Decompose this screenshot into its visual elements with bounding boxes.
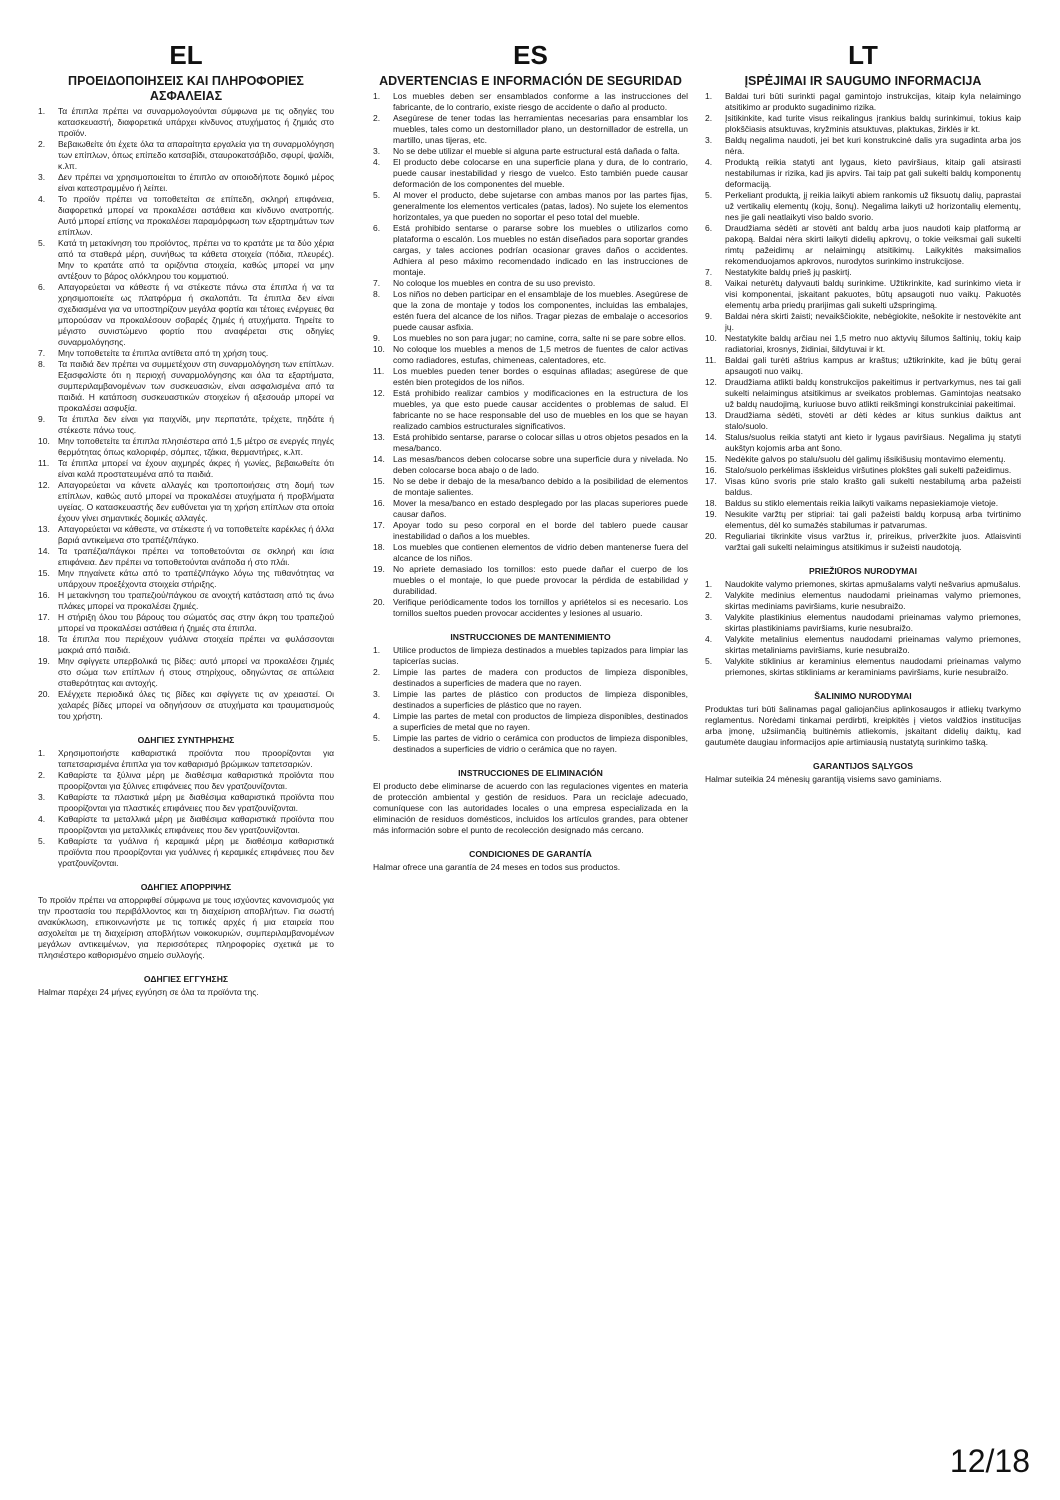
disposal-text: El producto debe eliminarse de acuerdo con las regulaciones vigentes en materia de protección ambiental y gestión de residuos. Para un reciclaje adecuado, comuníquese con las autoridades locales o una empresa especializada en la eliminación de residuos domésticos, incluidos los artículos grandes, para obtener más información sobre el punto de recolección designado más cercano. [373,781,688,835]
item-text: Τα τραπέζια/πάγκοι πρέπει να τοποθετούνται σε σκληρή και ίσια επιφάνεια. Δεν πρέπει να τοποθετούνται ανάποδα ή στο πλάι. [58,546,334,567]
item-number: 9. [38,414,46,424]
safety-title: ĮSPĖJIMAI IR SAUGUMO INFORMACIJA [744,74,982,88]
item-number: 1. [705,91,713,101]
language-code: ES [513,40,548,70]
item-text: Baldai nėra skirti žaisti; nevaikščiokite, nebėgiokite, nešokite ir nestovėkite ant jų. [725,311,1021,332]
language-code: LT [848,40,878,70]
item-text: Al mover el producto, debe sujetarse con ambas manos por las partes fijas, generalmente los elementos verticales (patas, lados). No sujete los elementos horizontales, ya que pueden no soportar el peso total del mueble. [393,190,688,222]
list-item [38,656,334,689]
list-item [38,458,334,480]
list-item [373,454,688,476]
item-text: Καθαρίστε τα μεταλλικά μέρη με διαθέσιμα καθαριστικά προϊόντα που προορίζονται για μεταλλικές επιφάνειες που δεν γρατζουνίζονται. [58,814,334,835]
item-number: 10. [38,436,50,446]
maintenance-title: INSTRUCCIONES DE MANTENIMIENTO [450,632,611,642]
list-item [38,814,334,836]
item-text: Utilice productos de limpieza destinados a muebles tapizados para limpiar las tapicerías sucias. [393,645,688,666]
item-number: 1. [38,748,46,758]
item-text: Καθαρίστε τα ξύλινα μέρη με διαθέσιμα καθαριστικά προϊόντα που προορίζονται για ξύλινες επιφάνειες που δεν γρατζουνίζονται. [58,770,334,791]
list-item [38,689,334,722]
item-number: 3. [38,792,46,802]
item-number: 3. [373,689,381,699]
item-number: 5. [705,190,713,200]
item-text: Produktą reikia statyti ant lygaus, kieto paviršiaus, kitaip gali atsirasti nestabilumas ir rizika, kad jis apvirs. Tai taip pat gali sukelti baldų komponentų deformaciją. [725,157,1021,189]
item-number: 1. [705,579,713,589]
item-number: 14. [373,454,385,464]
list-item [38,194,334,238]
item-number: 4. [373,157,381,167]
list-item [705,454,1021,465]
list-item [373,278,688,289]
item-number: 6. [38,282,46,292]
item-number: 3. [373,146,381,156]
list-item [705,113,1021,135]
maintenance-title: PRIEŽIŪROS NURODYMAI [809,566,917,576]
disposal-text: Το προϊόν πρέπει να απορριφθεί σύμφωνα με τους ισχύοντες κανονισμούς για την προστασία του περιβάλλοντος και τη διαχείριση αποβλήτων. Για σωστή ανακύκλωση, επικοινωνήστε με τις τοπικές αρχές ή μια εταιρεία που ασχολείται με τη διαχείριση αποβλήτων νοικοκυριών, συμπεριλαμβανομένων μεγάλων αντικειμένων, για περισσότερες πληροφορίες σχετικά με το πλησιέστερο καθορισμένο σημείο συλλογής. [38,895,334,960]
item-number: 2. [705,113,713,123]
item-number: 19. [705,509,717,519]
item-text: Nestatykite baldų prieš jų paskirtį. [725,267,852,277]
item-number: 7. [38,348,46,358]
item-text: Los muebles pueden tener bordes o esquinas afiladas; asegúrese de que estén bien protegidos de los niños. [393,366,688,387]
item-text: Valykite metalinius elementus naudodami prieinamas valymo priemones, skirtas metaliniams paviršiams, kurie nesubraižo. [725,634,1021,655]
list-item [373,476,688,498]
item-number: 8. [705,278,713,288]
item-text: El producto debe colocarse en una superficie plana y dura, de lo contrario, puede causar inestabilidad y riesgo de vuelco. Esto también puede causar deformación de los componentes del mueble. [393,157,688,189]
item-number: 17. [705,476,717,486]
list-item [705,509,1021,531]
list-item [705,333,1021,355]
list-item [705,377,1021,410]
list-item [373,223,688,278]
item-text: Η μετακίνηση του τραπεζιού/πάγκου σε ανοιχτή κατάσταση από τις άνω πλάκες μπορεί να προκαλέσει ζημιές. [58,590,334,611]
list-item [373,667,688,689]
item-number: 19. [38,656,50,666]
item-number: 9. [705,311,713,321]
warranty-title: ΟΔΗΓΙΕΣ ΕΓΓΥΗΣΗΣ [143,974,229,984]
list-item [38,436,334,458]
list-item [373,344,688,366]
column-lt [705,40,1021,785]
item-number: 4. [705,157,713,167]
list-item [373,711,688,733]
item-number: 11. [38,458,50,468]
disposal-title: ŠALINIMO NURODYMAI [814,691,912,701]
item-text: Nesukite varžtų per stipriai: tai gali pažeisti baldų korpusą arba tvirtinimo elementus, dėl ko sumažės stabilumas ir patvarumas. [725,509,1021,530]
item-number: 14. [705,432,717,442]
item-text: Limpie las partes de vidrio o cerámica con productos de limpieza disponibles, destinados a superficies de vidrio o cerámica que no rayen. [393,733,688,754]
list-item [705,656,1021,678]
item-text: Draudžiama atlikti baldų konstrukcijos pakeitimus ir pertvarkymus, nes tai gali sukelti nelaimingus atsitikimus ar sveikatos problemas. Gamintojas neatsako už baldų naudojimą, kuriuose buvo atlikti reikšmingi konstrukciniai pakeitimai. [725,377,1021,409]
column-el [38,40,334,998]
list-item [373,190,688,223]
item-number: 20. [705,531,717,541]
item-number: 16. [705,465,717,475]
list-item [38,238,334,282]
item-text: Τα έπιπλα που περιέχουν γυάλινα στοιχεία πρέπει να φυλάσσονται μακριά από παιδιά. [58,634,334,655]
item-number: 3. [38,172,46,182]
item-text: Los muebles no son para jugar; no camine, corra, salte ni se pare sobre ellos. [393,333,686,343]
list-item [38,770,334,792]
warranty-text: Halmar ofrece una garantía de 24 meses en todos sus productos. [373,862,621,872]
item-text: Απαγορεύεται να κάθεστε ή να στέκεστε πάνω στα έπιπλα ή να τα χρησιμοποιείτε ως πλατφόρμα ή σκαλοπάτι. Τα έπιπλα δεν είναι σχεδιασμένα για να υποστηρίζουν μεγάλα φορτία και τέτοιες ενέργειες θα μπορούσαν να προκαλέσουν σοβαρές ζημιές ή ατυχήματα. Τηρείτε το μέγιστο συνιστώμενο φορτίο που αναφέρεται στις οδηγίες συναρμολόγησης. [58,282,334,347]
list-item [373,157,688,190]
list-item [38,568,334,590]
item-number: 13. [373,432,385,442]
item-text: Limpie las partes de plástico con productos de limpieza disponibles, destinados a superficies de plástico que no rayen. [393,689,688,710]
list-item [373,542,688,564]
column-es [373,40,688,873]
item-text: Verifique periódicamente todos los tornillos y apriételos si es necesario. Los tornillos sueltos pueden provocar accidentes y lesiones al usuario. [393,597,688,618]
item-text: Κατά τη μετακίνηση του προϊόντος, πρέπει να το κρατάτε με τα δύο χέρια από τα σταθερά μέρη, συνήθως τα κάθετα στοιχεία (πόδια, πλευρές). Μην το κρατάτε από τα οριζόντια στοιχεία, καθώς μπορεί να μην αντέξουν το βάρος ολόκληρου του κομματιού. [58,238,334,281]
item-number: 16. [38,590,50,600]
item-number: 14. [38,546,50,556]
item-text: Χρησιμοποιήστε καθαριστικά προϊόντα που προορίζονται για ταπετσαρισμένα έπιπλα για τον καθαρισμό βρώμικων ταπετσαριών. [58,748,334,769]
item-number: 10. [705,333,717,343]
item-number: 19. [373,564,385,574]
item-text: Reguliariai tikrinkite visus varžtus ir, prireikus, priveržkite juos. Atlaisvinti varžtai gali sukelti nelaimingus atsitikimus ir sužeisti naudotoją. [725,531,1021,552]
item-text: Baldai gali turėti aštrius kampus ar kraštus; užtikrinkite, kad jie būtų gerai apsaugoti nuo vaikų. [725,355,1021,376]
list-item [373,733,688,755]
item-text: Asegúrese de tener todas las herramientas necesarias para ensamblar los muebles, tales como un destornillador plano, un destornillador de estrella, un martillo, unas tijeras, etc. [393,113,688,145]
maintenance-list [373,645,688,755]
safety-title: ADVERTENCIAS E INFORMACIÓN DE SEGURIDAD [379,74,682,88]
list-item [705,223,1021,267]
item-number: 2. [38,770,46,780]
item-text: Baldai turi būti surinkti pagal gamintojo instrukcijas, kitaip kyla nelaimingo atsitikimo ar produkto sugadinimo rizika. [725,91,1021,112]
item-number: 5. [705,656,713,666]
list-item [38,359,334,414]
list-item [373,597,688,619]
list-item [705,190,1021,223]
item-number: 5. [373,190,381,200]
list-item [705,498,1021,509]
list-item [373,689,688,711]
item-number: 3. [705,612,713,622]
item-text: Μην τοποθετείτε τα έπιπλα πλησιέστερα από 1,5 μέτρο σε ενεργές πηγές θερμότητας όπως καλοριφέρ, σόμπες, τζάκια, θερμαντήρες, κ.λπ. [58,436,334,457]
disposal-text: Produktas turi būti šalinamas pagal galiojančius aplinkosaugos ir atliekų tvarkymo reglamentus. Norėdami tinkamai perdirbti, kreipkitės į vietos valdžios institucijas arba įmonę, užsiimančią buitinėmis atliekomis, įskaitant didelių daiktų, kad gautumėte daugiau informacijos apie artimiausią nustatytą surinkimo tašką. [705,704,1021,747]
item-text: Μην σφίγγετε υπερβολικά τις βίδες: αυτό μπορεί να προκαλέσει ζημιές στο σώμα των επίπλων ή στους στηρίχους, οδηγώντας σε απώλεια σταθερότητας και αντοχής. [58,656,334,688]
list-item [38,480,334,524]
language-code: EL [169,40,203,70]
item-text: Τα έπιπλα δεν είναι για παιχνίδι, μην περπατάτε, τρέχετε, πηδάτε ή στέκεστε πάνω τους. [58,414,334,435]
item-text: Los muebles deben ser ensamblados conforme a las instrucciones del fabricante, de lo contrario, existe riesgo de accidente o daño al producto. [393,91,688,112]
list-item [373,289,688,333]
item-number: 15. [373,476,385,486]
item-text: Stalo/suolo perkėlimas išskleidus viršutines plokštes gali sukelti pažeidimus. [725,465,1012,475]
item-text: Visas kūno svoris prie stalo krašto gali sukelti nestabilumą arba pažeisti baldus. [725,476,1021,497]
item-text: No coloque los muebles en contra de su uso previsto. [393,278,596,288]
list-item [705,590,1021,612]
item-text: Απαγορεύεται να κάνετε αλλαγές και τροποποιήσεις στη δομή των επίπλων, καθώς αυτό μπορεί να προκαλέσει ατυχήματα ή προβλήματα υγείας. Ο κατασκευαστής δεν ευθύνεται για τη χρήση επίπλων στα οποία έχουν γίνει σημαντικές δομικές αλλαγές. [58,480,334,523]
list-item [38,792,334,814]
item-number: 8. [38,359,46,369]
item-text: Τα παιδιά δεν πρέπει να συμμετέχουν στη συναρμολόγηση των επίπλων. Εξασφαλίστε ότι η περιοχή συναρμολόγησης και όλα τα εξαρτήματα, συμπεριλαμβανομένων των συσκευασιών, είναι ασφαλισμένα από τα παιδιά. Η κατάποση συσκευαστικών στοιχείων ή αξεσουάρ μπορεί να προκαλέσει ασφυξία. [58,359,334,413]
item-text: Nedėkite galvos po stalu/suolu dėl galimų išsikišusių montavimo elementų. [725,454,1006,464]
item-number: 15. [38,568,50,578]
safety-list [705,91,1021,553]
list-item [38,634,334,656]
item-number: 5. [38,836,46,846]
item-number: 6. [705,223,713,233]
list-item [38,282,334,348]
item-text: Las mesas/bancos deben colocarse sobre una superficie dura y nivelada. No deben colocarse boca abajo o de lado. [393,454,688,475]
list-item [705,135,1021,157]
item-text: No apriete demasiado los tornillos: esto puede dañar el cuerpo de los muebles o el montaje, lo que puede provocar la pérdida de estabilidad y durabilidad. [393,564,688,596]
item-number: 8. [373,289,381,299]
item-text: Τα έπιπλα πρέπει να συναρμολογούνται σύμφωνα με τις οδηγίες του κατασκευαστή, διαφορετικά υπάρχει κίνδυνος ατυχήματος ή ζημιάς στο προϊόν. [58,106,334,138]
item-text: Naudokite valymo priemones, skirtas apmušalams valyti nešvarius apmušalus. [725,579,1021,589]
item-number: 7. [373,278,381,288]
maintenance-list [38,748,334,869]
item-text: Καθαρίστε τα γυάλινα ή κεραμικά μέρη με διαθέσιμα καθαριστικά προϊόντα που προορίζονται για γυάλινες ή κεραμικές επιφάνειες που δεν γρατζουνίζονται. [58,836,334,868]
list-item [705,311,1021,333]
list-item [38,414,334,436]
warranty-title: CONDICIONES DE GARANTÍA [469,849,592,859]
item-text: Įsitikinkite, kad turite visus reikalingus įrankius baldų surinkimui, tokius kaip plokščiasis atsuktuvas, kryžminis atsuktuvas, plaktukas, žirklės ir kt. [725,113,1021,134]
warranty-text: Halmar suteikia 24 mėnesių garantiją visiems savo gaminiams. [705,774,942,784]
item-text: Está prohibido sentarse, pararse o colocar sillas u otros objetos pesados en la mesa/banco. [393,432,688,453]
list-item [373,564,688,597]
list-item [705,465,1021,476]
item-number: 15. [705,454,717,464]
item-text: Mover la mesa/banco en estado desplegado por las placas superiores puede causar daños. [393,498,688,519]
page-number: 12/18 [949,1443,1030,1479]
item-text: Baldų negalima naudoti, jei bet kuri konstrukcinė dalis yra sugadinta arba jos nėra. [725,135,1021,156]
list-item [373,498,688,520]
list-item [38,106,334,139]
list-item [38,524,334,546]
safety-title: ΠΡΟΕΙΔΟΠΟΙΗΣΕΙΣ ΚΑΙ ΠΛΗΡΟΦΟΡΙΕΣ ΑΣΦΑΛΕΙΑΣ [68,74,304,103]
list-item [38,172,334,194]
list-item [705,267,1021,278]
list-item [705,91,1021,113]
item-number: 11. [705,355,717,365]
item-text: Baldus su stiklo elementais reikia laikyti vaikams nepasiekiamoje vietoje. [725,498,999,508]
item-number: 2. [373,113,381,123]
safety-list [38,106,334,722]
list-item [373,645,688,667]
item-number: 18. [38,634,50,644]
list-item [705,410,1021,432]
list-item [705,612,1021,634]
item-text: Draudžiama sėdėti ar stovėti ant baldų arba juos naudoti kaip platformą ar pakopą. Baldai nėra skirti laikyti didelių apkrovų, o tokie veiksmai gali sukelti rimtų pažeidimų ar nelaimingų atsitikimų. Laikykitės maksimalios rekomenduojamos apkrovos, nurodytos surinkimo instrukcijose. [725,223,1021,266]
list-item [373,113,688,146]
item-number: 1. [38,106,46,116]
item-number: 13. [38,524,50,534]
list-item [705,579,1021,590]
item-number: 20. [373,597,385,607]
item-number: 9. [373,333,381,343]
item-number: 1. [373,645,381,655]
item-number: 4. [38,814,46,824]
item-number: 2. [373,667,381,677]
item-number: 4. [705,634,713,644]
item-number: 20. [38,689,50,699]
item-text: Δεν πρέπει να χρησιμοποιείται το έπιπλο αν οποιοδήποτε δομικό μέρος είναι κατεστραμμένο ή λείπει. [58,172,334,193]
list-item [38,836,334,869]
list-item [373,91,688,113]
item-text: No coloque los muebles a menos de 1,5 metros de fuentes de calor activas como radiadores, estufas, chimeneas, calentadores, etc. [393,344,688,365]
item-number: 1. [373,91,381,101]
item-text: Los muebles que contienen elementos de vidrio deben mantenerse fuera del alcance de los niños. [393,542,688,563]
item-number: 12. [373,388,385,398]
item-text: Καθαρίστε τα πλαστικά μέρη με διαθέσιμα καθαριστικά προϊόντα που προορίζονται για πλαστικές επιφάνειες που δεν γρατζουνίζονται. [58,792,334,813]
item-number: 18. [705,498,717,508]
warranty-title: GARANTIJOS SĄLYGOS [813,761,913,771]
item-text: Valykite stiklinius ar keraminius elementus naudodami prieinamas valymo priemones, skirtas stikliniams ar keraminiams paviršiams, kurie nesubraižo. [725,656,1021,677]
list-item [705,634,1021,656]
item-text: Perkeliant produktą, jį reikia laikyti abiem rankomis už fiksuotų dalių, paprastai už vertikalių elementų (kojų, šonų). Negalima laikyti už horizontalių elementų, nes jie gali neatlaikyti viso baldo svorio. [725,190,1021,222]
item-text: Απαγορεύεται να κάθεστε, να στέκεστε ή να τοποθετείτε καρέκλες ή άλλα βαριά αντικείμενα στο τραπέζι/πάγκο. [58,524,334,545]
list-item [38,748,334,770]
item-text: Apoyar todo su peso corporal en el borde del tablero puede causar inestabilidad o daños a los muebles. [393,520,688,541]
item-number: 12. [705,377,717,387]
item-number: 10. [373,344,385,354]
list-item [38,139,334,172]
item-number: 6. [373,223,381,233]
list-item [705,278,1021,311]
disposal-title: ΟΔΗΓΙΕΣ ΑΠΟΡΡΙΨΗΣ [140,882,232,892]
item-text: Está prohibido sentarse o pararse sobre los muebles o utilizarlos como plataforma o escalón. Los muebles no están diseñados para soportar grandes cargas, y tales acciones podrían ocasionar graves daños o accidentes. Adhiera al peso máximo recomendado indicado en las instrucciones de montaje. [393,223,688,277]
list-item [705,476,1021,498]
item-text: Vaikai neturėtų dalyvauti baldų surinkime. Užtikrinkite, kad surinkimo vieta ir visi komponentai, įskaitant pakuotes, būtų apsaugoti nuo vaikų. Pakuotės elementų arba priedų prarijimas gali sukelti užspringimą. [725,278,1021,310]
item-text: No se debe utilizar el mueble si alguna parte estructural está dañada o falta. [393,146,680,156]
item-number: 13. [705,410,717,420]
item-number: 16. [373,498,385,508]
item-number: 5. [38,238,46,248]
maintenance-list [705,579,1021,678]
list-item [373,388,688,432]
list-item [38,546,334,568]
warranty-text: Halmar παρέχει 24 μήνες εγγύηση σε όλα τα προϊόντα της. [38,987,259,997]
list-item [705,531,1021,553]
list-item [705,157,1021,190]
list-item [373,333,688,344]
item-number: 3. [705,135,713,145]
list-item [705,355,1021,377]
disposal-title: INSTRUCCIONES DE ELIMINACIÓN [458,768,603,778]
item-text: Nestatykite baldų arčiau nei 1,5 metro nuo aktyvių šilumos šaltinių, tokių kaip radiatoriai, krosnys, židiniai, šildytuvai ir kt. [725,333,1021,354]
list-item [38,590,334,612]
item-number: 18. [373,542,385,552]
list-item [373,366,688,388]
item-text: Limpie las partes de madera con productos de limpieza disponibles, destinados a superficies de madera que no rayen. [393,667,688,688]
list-item [38,348,334,359]
item-text: Está prohibido realizar cambios y modificaciones en la estructura de los muebles, ya que esto puede causar accidentes o problemas de salud. El fabricante no se hace responsable del uso de muebles en los que se hayan realizado cambios estructurales significativos. [393,388,688,431]
item-number: 2. [705,590,713,600]
item-text: Τα έπιπλα μπορεί να έχουν αιχμηρές άκρες ή γωνίες, βεβαιωθείτε ότι είναι καλά προστατευμένα από τα παιδιά. [58,458,334,479]
item-text: Μην πηγαίνετε κάτω από το τραπέζι/πάγκο λόγω της πιθανότητας να υπάρχουν προεξέχοντα στοιχεία στήριξης. [58,568,334,589]
item-text: Stalus/suolus reikia statyti ant kieto ir lygaus paviršiaus. Negalima jų statyti aukštyn kojomis arba ant šono. [725,432,1021,453]
item-text: Los niños no deben participar en el ensamblaje de los muebles. Asegúrese de que la zona de montaje y todos los componentes, incluidas las embalajes, estén fuera del alcance de los niños. Tragar piezas de embalaje o accesorios puede causar asfixia. [393,289,688,332]
item-text: No se debe ir debajo de la mesa/banco debido a la posibilidad de elementos de montaje salientes. [393,476,688,497]
item-number: 4. [38,194,46,204]
list-item [373,520,688,542]
item-number: 17. [38,612,50,622]
maintenance-title: ΟΔΗΓΙΕΣ ΣΥΝΤΗΡΗΣΗΣ [137,735,235,745]
item-text: Μην τοποθετείτε τα έπιπλα αντίθετα από τη χρήση τους. [58,348,269,358]
item-text: Το προϊόν πρέπει να τοποθετείται σε επίπεδη, σκληρή επιφάνεια, διαφορετικά μπορεί να προκαλέσει αστάθεια και κίνδυνο ανατροπής. Αυτό μπορεί επίσης να προκαλέσει παραμόρφωση των εξαρτημάτων των επίπλων. [58,194,334,237]
item-text: Draudžiama sėdėti, stovėti ar dėti kėdes ar kitus sunkius daiktus ant stalo/suolo. [725,410,1021,431]
list-item [373,146,688,157]
item-number: 2. [38,139,46,149]
item-number: 12. [38,480,50,490]
item-number: 17. [373,520,385,530]
item-text: Valykite medinius elementus naudodami prieinamas valymo priemones, skirtas mediniams paviršiams, kurie nesubraižo. [725,590,1021,611]
list-item [38,612,334,634]
item-text: Valykite plastikinius elementus naudodami prieinamas valymo priemones, skirtas plastikiniams paviršiams, kurie nesubraižo. [725,612,1021,633]
item-number: 7. [705,267,713,277]
item-text: Η στήριξη όλου του βάρους του σώματός σας στην άκρη του τραπεζιού μπορεί να προκαλέσει αστάθεια ή ζημιές στα έπιπλα. [58,612,334,633]
item-text: Limpie las partes de metal con productos de limpieza disponibles, destinados a superficies de metal que no rayen. [393,711,688,732]
item-number: 11. [373,366,385,376]
item-text: Ελέγχετε περιοδικά όλες τις βίδες και σφίγγετε τις αν χρειαστεί. Οι χαλαρές βίδες μπορεί να οδηγήσουν σε ατυχήματα και τραυματισμούς του χρήστη. [58,689,334,721]
item-number: 4. [373,711,381,721]
safety-list [373,91,688,619]
item-number: 5. [373,733,381,743]
list-item [705,432,1021,454]
list-item [373,432,688,454]
item-text: Βεβαιωθείτε ότι έχετε όλα τα απαραίτητα εργαλεία για τη συναρμολόγηση των επίπλων, όπως επίπεδο κατσαβίδι, σταυροκατσάβιδο, σφυρί, ψαλίδι, κ.λπ. [58,139,334,171]
